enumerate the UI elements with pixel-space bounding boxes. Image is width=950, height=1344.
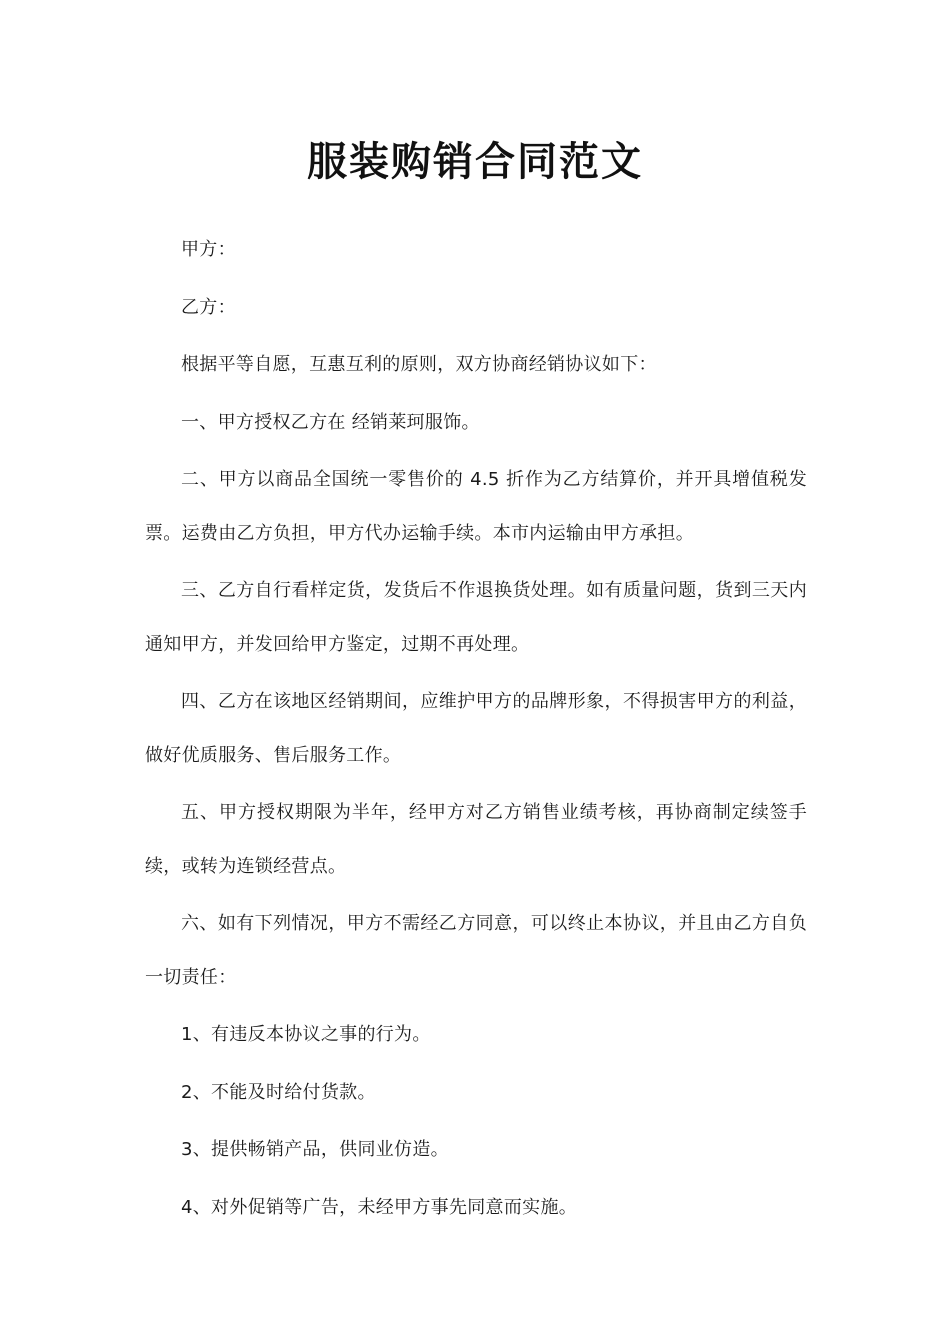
document-body <box>145 223 807 1238</box>
document-title: 服装购销合同范文 <box>307 139 643 185</box>
party-a-line: 甲方： <box>181 239 236 260</box>
sub-item-3: 3、提供畅销产品，供同业仿造。 <box>181 1139 449 1160</box>
sub-item-1: 1、有违反本协议之事的行为。 <box>181 1024 431 1045</box>
clause-1-paragraph: 一、甲方授权乙方在 经销莱珂服饰。 <box>181 411 480 433</box>
party-b-line: 乙方： <box>181 296 236 318</box>
clause-5-paragraph: 五、甲方授权期限为半年，经甲方对乙方销售业绩考核，再协商制定续签手续，或转为连锁经营点。 <box>145 802 807 877</box>
clause-6-paragraph: 六、如有下列情况，甲方不需经乙方同意，可以终止本协议，并且由乙方自负一切责任： <box>145 913 807 988</box>
clause-4-paragraph: 四、乙方在该地区经销期间，应维护甲方的品牌形象，不得损害甲方的利益，做好优质服务、售后服务工作。 <box>145 691 807 766</box>
sub-item-4: 4、对外促销等广告，未经甲方事先同意而实施。 <box>181 1196 578 1218</box>
clause-3-paragraph: 三、乙方自行看样定货，发货后不作退换货处理。如有质量问题，货到三天内通知甲方，并发回给甲方鉴定，过期不再处理。 <box>145 580 807 655</box>
sub-item-2: 2、不能及时给付货款。 <box>181 1081 376 1103</box>
clause-2-paragraph: 二、甲方以商品全国统一零售价的 4.5 折作为乙方结算价，并开具增值税发票。运费由乙方负担，甲方代办运输手续。本市内运输由甲方承担。 <box>145 469 807 544</box>
preamble-paragraph: 根据平等自愿，互惠互利的原则，双方协商经销协议如下： <box>181 354 657 375</box>
